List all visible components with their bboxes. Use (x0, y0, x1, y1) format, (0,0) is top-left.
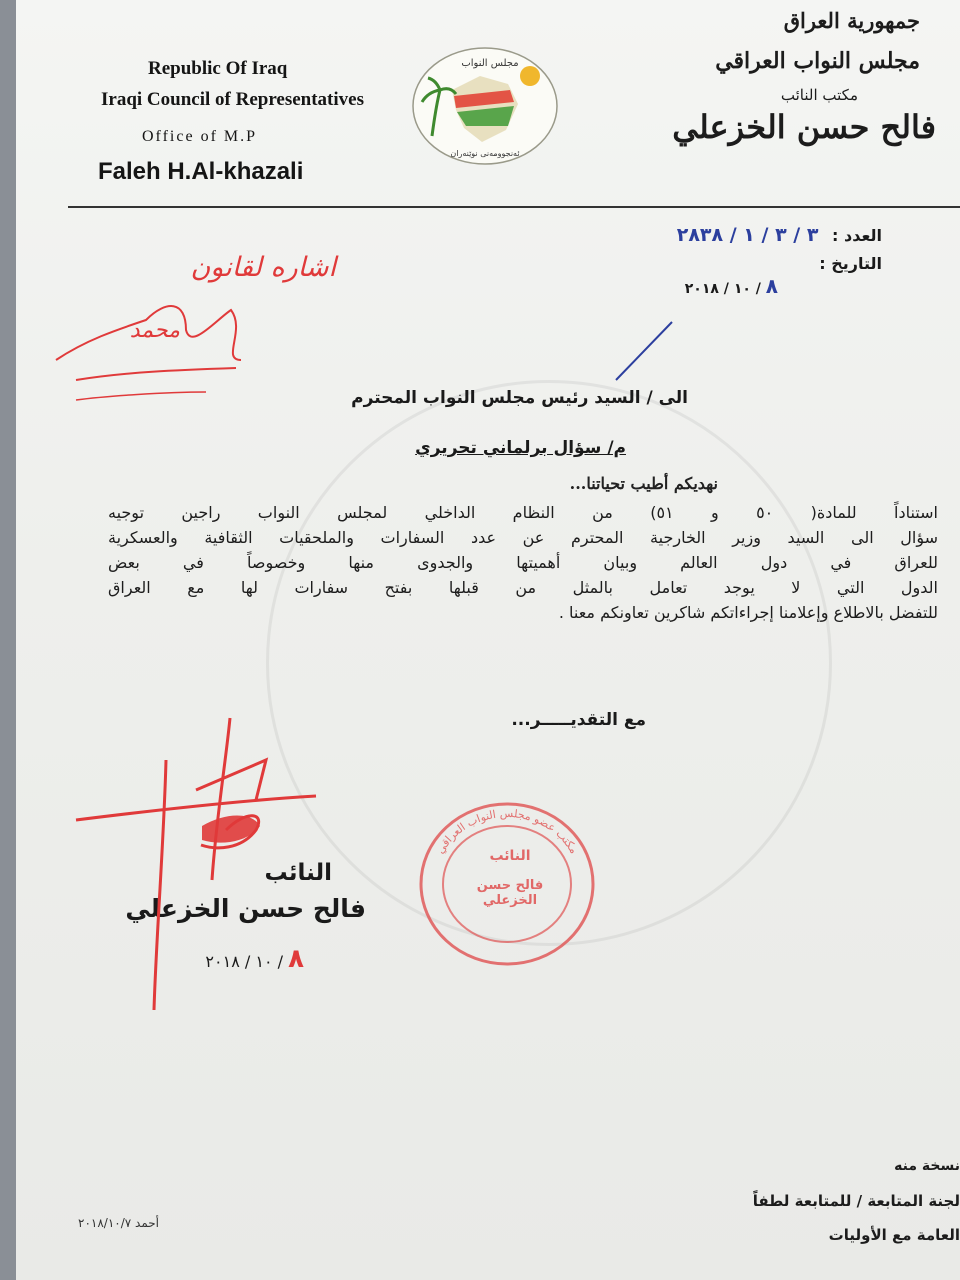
header-divider (68, 206, 960, 208)
greeting: نهديكم أطيب تحياتنا... (569, 474, 718, 493)
council-logo (410, 46, 560, 166)
header-office-en: Office of M.P (142, 128, 258, 145)
typist-date: أحمد ٢٠١٨/١٠/٧ (78, 1216, 160, 1230)
letter-body (108, 500, 938, 625)
logo-caption: ئەنجوومەنی نوێنەران (450, 149, 520, 158)
header-name-en: Faleh H.Al-khazali (98, 158, 304, 185)
header-office-ar: مكتب النائب (780, 86, 858, 104)
header-council-en: Iraqi Council of Representatives (101, 89, 364, 110)
reference-date-row (819, 254, 882, 273)
header-country-en: Republic Of Iraq (148, 58, 288, 79)
logo-title: مجلس النواب (461, 58, 519, 69)
letter-page (16, 0, 960, 1280)
copies-line-2: العامة مع الأوليات (828, 1226, 960, 1244)
red-underline-stroke (76, 392, 206, 400)
stamp-ring-text: مكتب عضو مجلس النواب العراقي (433, 807, 581, 856)
header-name-ar: فالح حسن الخزعلي (672, 108, 936, 146)
reference-date-day: ٨ (765, 274, 778, 298)
stamp-line-1: النائب (489, 848, 531, 864)
header-country-ar: جمهورية العراق (783, 8, 920, 33)
signature-date (205, 944, 304, 974)
stamp-line-2: فالح حسن الخزعلي (476, 878, 544, 908)
body-line: للتفضل بالاطلاع وإعلامنا إجراءاتكم شاكرين تعاونكم معنا . (558, 603, 938, 622)
reference-number-label: العدد : (832, 226, 882, 245)
body-line: استناداً للمادة( ٥٠ و ٥١) من النظام الداخلي لمجلس النواب راجين توجيه (108, 503, 938, 522)
addressee: الى / السيد رئيس مجلس النواب المحترم (351, 388, 688, 408)
closing-regards: مع التقديـــــر... (511, 710, 646, 730)
signature-date-day: ٨ (288, 944, 304, 974)
signatory-name: فالح حسن الخزعلي (125, 894, 366, 923)
reference-date-label: التاريخ : (819, 254, 882, 273)
signature-date-value: / ١٠ / ٢٠١٨ (205, 952, 284, 971)
reference-date-value: / ١٠ / ٢٠١٨ (684, 281, 761, 297)
reference-number-value: ٣ / ٣ / ١ / ٢٨٣٨ (676, 224, 819, 246)
reference-number-row (677, 224, 882, 246)
stamp-center-text (450, 848, 570, 908)
reference-date-value-row (685, 274, 778, 298)
signatory-title: النائب (264, 860, 332, 886)
copies-line-1: لجنة المتابعة / للمتابعة لطفاً (752, 1192, 960, 1210)
handwritten-note: اشاره لقانون (190, 252, 336, 283)
body-line: الدول التي لا يوجد تعامل بالمثل من قبلها بفتح سفارات لها مع العراق (108, 578, 938, 597)
subject-line: م/ سؤال برلماني تحريري (415, 438, 626, 458)
body-line: للعراق في دول العالم وبيان أهميتها والجدوى منها وخصوصاً في بعض (108, 553, 938, 572)
handwritten-note-name: محمد (129, 318, 180, 343)
blue-pen-stroke (616, 322, 672, 380)
body-line: سؤال الى السيد وزير الخارجية المحترم عن عدد السفارات والملحقيات الثقافية والعسكرية (108, 528, 938, 547)
header-council-ar: مجلس النواب العراقي (715, 48, 920, 74)
red-signature-fill (202, 816, 260, 843)
copies-heading: نسخة منه (894, 1158, 960, 1174)
